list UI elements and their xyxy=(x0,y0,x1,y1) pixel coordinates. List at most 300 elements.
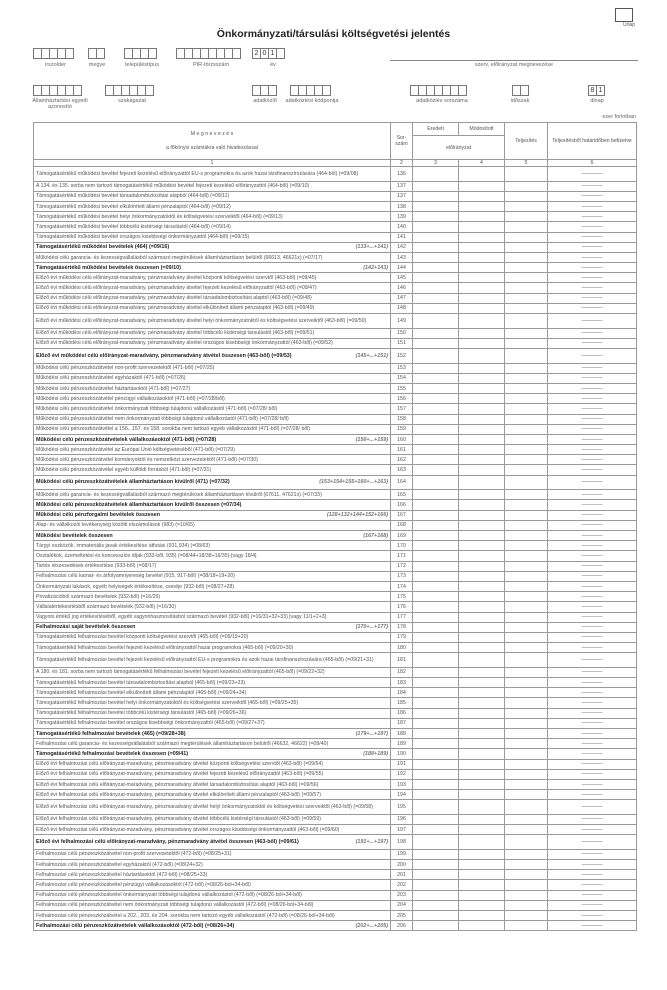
row-description xyxy=(34,880,391,890)
cell-modositott[interactable] xyxy=(459,653,505,668)
cell-eredeti[interactable] xyxy=(413,825,459,835)
row-label: Előző évi felhalmozási célú előirányzat-maradvány, pénzmaradvány átvétel összesen (463-ből) (=09/61) xyxy=(36,839,299,846)
cell-teljesites[interactable] xyxy=(505,293,548,303)
year-field[interactable] xyxy=(252,48,284,59)
cell-teljesites[interactable] xyxy=(505,242,548,252)
cell-modositott[interactable] xyxy=(459,667,505,677)
cell-modositott[interactable] xyxy=(459,541,505,551)
cell-teljesites[interactable] xyxy=(505,201,548,211)
cell-modositott[interactable] xyxy=(459,242,505,252)
cell-teljesites[interactable] xyxy=(505,825,548,835)
row-description xyxy=(34,252,391,262)
cell-eredeti[interactable] xyxy=(413,475,459,490)
cell-modositott[interactable] xyxy=(459,434,505,444)
cell-modositott[interactable] xyxy=(459,191,505,201)
cell-teljesites[interactable] xyxy=(505,835,548,850)
cell-modositott[interactable] xyxy=(459,349,505,364)
cell-teljesites[interactable] xyxy=(505,571,548,581)
cell-modositott[interactable] xyxy=(459,849,505,859)
pir-field[interactable] xyxy=(176,48,240,59)
cell-befizetve: ———— xyxy=(548,698,637,708)
cell-teljesites[interactable] xyxy=(505,678,548,688)
cell-modositott[interactable] xyxy=(459,910,505,920)
cell-eredeti[interactable] xyxy=(413,779,459,789)
cell-eredeti[interactable] xyxy=(413,500,459,510)
cell-befizetve: ———— xyxy=(548,602,637,612)
cell-eredeti[interactable] xyxy=(413,242,459,252)
cell-eredeti[interactable] xyxy=(413,592,459,602)
row-number: 204 xyxy=(391,900,413,910)
cell-modositott[interactable] xyxy=(459,363,505,373)
cell-eredeti[interactable] xyxy=(413,445,459,455)
irsz-field[interactable] xyxy=(33,48,73,59)
cell-modositott[interactable] xyxy=(459,232,505,242)
cell-eredeti[interactable] xyxy=(413,541,459,551)
cell-teljesites[interactable] xyxy=(505,779,548,789)
cell-eredeti[interactable] xyxy=(413,769,459,779)
idoszak-field[interactable] xyxy=(512,85,528,96)
page-title: Önkormányzati/társulási költségvetési jelentés xyxy=(216,28,451,40)
cell-eredeti[interactable] xyxy=(413,632,459,642)
cell-eredeti[interactable] xyxy=(413,303,459,313)
cell-teljesites[interactable] xyxy=(505,870,548,880)
cell-teljesites[interactable] xyxy=(505,890,548,900)
row-number: 157 xyxy=(391,404,413,414)
row-number: 154 xyxy=(391,373,413,383)
table-row xyxy=(34,541,637,551)
cell-eredeti[interactable] xyxy=(413,900,459,910)
cell-teljesites[interactable] xyxy=(505,759,548,769)
row-number: 152 xyxy=(391,349,413,364)
cell-modositott[interactable] xyxy=(459,814,505,824)
cell-eredeti[interactable] xyxy=(413,561,459,571)
row-label: Működési célú pénzeszközátvétel az Európai Unió költségvetéséből (471-ből) (=07/29) xyxy=(36,446,235,453)
row-number: 180 xyxy=(391,643,413,653)
cell-modositott[interactable] xyxy=(459,860,505,870)
row-description xyxy=(34,181,391,191)
cell-modositott[interactable] xyxy=(459,404,505,414)
adatkozlo-kod-field[interactable] xyxy=(290,85,330,96)
cell-teljesites[interactable] xyxy=(505,191,548,201)
cell-befizetve: ———— xyxy=(548,212,637,222)
cell-eredeti[interactable] xyxy=(413,571,459,581)
row-label: Támogatásértékű működési bevétel helyi önkormányzatoktól és költségvetési szerveiktől (464-ből) (=09/13) xyxy=(36,213,283,220)
cell-eredeti[interactable] xyxy=(413,212,459,222)
cell-eredeti[interactable] xyxy=(413,728,459,738)
cell-modositott[interactable] xyxy=(459,678,505,688)
cell-eredeti[interactable] xyxy=(413,520,459,530)
cell-befizetve: ———— xyxy=(548,825,637,835)
idoszak-label: időszak xyxy=(510,98,530,104)
cell-eredeti[interactable] xyxy=(413,790,459,800)
row-description xyxy=(34,688,391,698)
cell-teljesites[interactable] xyxy=(505,222,548,232)
cell-befizetve: ———— xyxy=(548,242,637,252)
adatkozlo-label: adatközlő xyxy=(253,98,277,104)
row-label: Előző évi működési célú előirányzat-maradvány, pénzmaradvány átvétel többcélú kistérségi társulástól (463-ből) (=09/51) xyxy=(36,330,315,337)
row-description xyxy=(34,414,391,424)
cell-modositott[interactable] xyxy=(459,455,505,465)
year-digit xyxy=(276,48,285,59)
cell-teljesites[interactable] xyxy=(505,667,548,677)
cell-eredeti[interactable] xyxy=(413,814,459,824)
cell-befizetve: ———— xyxy=(548,363,637,373)
telepules-field[interactable] xyxy=(124,48,156,59)
cell-eredeti[interactable] xyxy=(413,800,459,815)
cell-teljesites[interactable] xyxy=(505,790,548,800)
cell-modositott[interactable] xyxy=(459,561,505,571)
cell-eredeti[interactable] xyxy=(413,749,459,759)
cell-teljesites[interactable] xyxy=(505,394,548,404)
cell-teljesites[interactable] xyxy=(505,551,548,561)
cell-modositott[interactable] xyxy=(459,890,505,900)
cell-teljesites[interactable] xyxy=(505,424,548,434)
row-label: Támogatásértékű felhalmozási bevétel központi költségvetési szervtől (465-ből) (=09/19+20) xyxy=(36,634,249,641)
cell-eredeti[interactable] xyxy=(413,283,459,293)
table-row xyxy=(34,688,637,698)
row-label: Támogatásértékű felhalmozási bevétel társadalombiztosítási alapból (465-ből) (=09/23+33) xyxy=(36,679,246,686)
cell-teljesites[interactable] xyxy=(505,561,548,571)
col-number: 6 xyxy=(548,160,637,167)
cell-teljesites[interactable] xyxy=(505,232,548,242)
cell-eredeti[interactable] xyxy=(413,293,459,303)
cell-teljesites[interactable] xyxy=(505,612,548,622)
cell-modositott[interactable] xyxy=(459,728,505,738)
cell-teljesites[interactable] xyxy=(505,849,548,859)
row-number: 167 xyxy=(391,510,413,520)
cell-teljesites[interactable] xyxy=(505,363,548,373)
cell-modositott[interactable] xyxy=(459,581,505,591)
cell-modositott[interactable] xyxy=(459,520,505,530)
megye-label: megye xyxy=(88,62,106,68)
cell-eredeti[interactable] xyxy=(413,581,459,591)
cell-teljesites[interactable] xyxy=(505,728,548,738)
table-row xyxy=(34,490,637,500)
row-number: 155 xyxy=(391,383,413,393)
cell-teljesites[interactable] xyxy=(505,708,548,718)
cell-eredeti[interactable] xyxy=(413,759,459,769)
cell-teljesites[interactable] xyxy=(505,490,548,500)
cell-eredeti[interactable] xyxy=(413,602,459,612)
dinap-field[interactable] xyxy=(588,85,604,96)
cell-eredeti[interactable] xyxy=(413,338,459,348)
cell-teljesites[interactable] xyxy=(505,531,548,541)
cell-teljesites[interactable] xyxy=(505,328,548,338)
cell-eredeti[interactable] xyxy=(413,622,459,632)
cell-modositott[interactable] xyxy=(459,263,505,273)
cell-eredeti[interactable] xyxy=(413,653,459,668)
row-label: Működési célú pénzeszközátvételek államháztartáson kívülről (471) (=07/32) xyxy=(36,479,230,486)
cell-teljesites[interactable] xyxy=(505,349,548,364)
cell-modositott[interactable] xyxy=(459,739,505,749)
cell-teljesites[interactable] xyxy=(505,167,548,182)
cell-eredeti[interactable] xyxy=(413,551,459,561)
cell-modositott[interactable] xyxy=(459,181,505,191)
cell-teljesites[interactable] xyxy=(505,592,548,602)
cell-modositott[interactable] xyxy=(459,383,505,393)
row-number: 149 xyxy=(391,314,413,329)
cell-eredeti[interactable] xyxy=(413,921,459,931)
cell-teljesites[interactable] xyxy=(505,921,548,931)
cell-eredeti[interactable] xyxy=(413,510,459,520)
cell-befizetve: ———— xyxy=(548,283,637,293)
cell-teljesites[interactable] xyxy=(505,263,548,273)
cell-modositott[interactable] xyxy=(459,551,505,561)
cell-teljesites[interactable] xyxy=(505,283,548,293)
cell-teljesites[interactable] xyxy=(505,455,548,465)
cell-modositott[interactable] xyxy=(459,592,505,602)
cell-teljesites[interactable] xyxy=(505,688,548,698)
cell-eredeti[interactable] xyxy=(413,434,459,444)
cell-eredeti[interactable] xyxy=(413,263,459,273)
row-label: Működési bevételek összesen xyxy=(36,532,113,539)
cell-teljesites[interactable] xyxy=(505,510,548,520)
cell-modositott[interactable] xyxy=(459,490,505,500)
cell-teljesites[interactable] xyxy=(505,860,548,870)
cell-teljesites[interactable] xyxy=(505,653,548,668)
cell-eredeti[interactable] xyxy=(413,718,459,728)
table-row xyxy=(34,708,637,718)
cell-eredeti[interactable] xyxy=(413,414,459,424)
cell-eredeti[interactable] xyxy=(413,860,459,870)
cell-teljesites[interactable] xyxy=(505,632,548,642)
cell-modositott[interactable] xyxy=(459,500,505,510)
cell-teljesites[interactable] xyxy=(505,252,548,262)
cell-eredeti[interactable] xyxy=(413,880,459,890)
cell-modositott[interactable] xyxy=(459,167,505,182)
cell-eredeti[interactable] xyxy=(413,232,459,242)
cell-modositott[interactable] xyxy=(459,338,505,348)
cell-teljesites[interactable] xyxy=(505,383,548,393)
row-number: 150 xyxy=(391,328,413,338)
row-label: Felhalmozási saját bevételek összesen xyxy=(36,624,136,631)
cell-teljesites[interactable] xyxy=(505,520,548,530)
row-number: 137 xyxy=(391,191,413,201)
cell-eredeti[interactable] xyxy=(413,314,459,329)
cell-modositott[interactable] xyxy=(459,800,505,815)
szakagazat-field[interactable] xyxy=(105,85,153,96)
cell-teljesites[interactable] xyxy=(505,314,548,329)
cell-befizetve: ———— xyxy=(548,870,637,880)
cell-eredeti[interactable] xyxy=(413,870,459,880)
cell-teljesites[interactable] xyxy=(505,414,548,424)
cell-modositott[interactable] xyxy=(459,622,505,632)
cell-modositott[interactable] xyxy=(459,328,505,338)
cell-modositott[interactable] xyxy=(459,252,505,262)
cell-modositott[interactable] xyxy=(459,445,505,455)
cell-eredeti[interactable] xyxy=(413,531,459,541)
cell-eredeti[interactable] xyxy=(413,643,459,653)
cell-eredeti[interactable] xyxy=(413,363,459,373)
cell-teljesites[interactable] xyxy=(505,581,548,591)
cell-teljesites[interactable] xyxy=(505,303,548,313)
cell-befizetve: ———— xyxy=(548,445,637,455)
cell-teljesites[interactable] xyxy=(505,643,548,653)
adatkozlo-field[interactable] xyxy=(252,85,276,96)
cell-befizetve: ———— xyxy=(548,252,637,262)
cell-teljesites[interactable] xyxy=(505,434,548,444)
cell-befizetve: ———— xyxy=(548,500,637,510)
cell-modositott[interactable] xyxy=(459,571,505,581)
row-formula: (170+...+177) xyxy=(355,624,388,631)
row-label: Támogatásértékű felhalmozási bevétel elkülönített állami pénzalaptól (465-ből) (=09/24+34) xyxy=(36,689,247,696)
cell-teljesites[interactable] xyxy=(505,373,548,383)
cell-modositott[interactable] xyxy=(459,921,505,931)
table-row xyxy=(34,520,637,530)
cell-modositott[interactable] xyxy=(459,394,505,404)
name-line[interactable] xyxy=(390,60,638,61)
cell-eredeti[interactable] xyxy=(413,890,459,900)
cell-eredeti[interactable] xyxy=(413,181,459,191)
row-description xyxy=(34,222,391,232)
cell-teljesites[interactable] xyxy=(505,465,548,475)
cell-modositott[interactable] xyxy=(459,424,505,434)
cell-eredeti[interactable] xyxy=(413,465,459,475)
cell-modositott[interactable] xyxy=(459,825,505,835)
cell-eredeti[interactable] xyxy=(413,191,459,201)
cell-eredeti[interactable] xyxy=(413,349,459,364)
cell-modositott[interactable] xyxy=(459,303,505,313)
cell-modositott[interactable] xyxy=(459,475,505,490)
row-label: Előző évi felhalmozási célú előirányzat-maradvány, pénzmaradvány átvétel elkülönített állami pénzalaptól (463-ből) (=09/57) xyxy=(36,791,321,798)
cell-befizetve: ———— xyxy=(548,541,637,551)
cell-teljesites[interactable] xyxy=(505,800,548,815)
cell-teljesites[interactable] xyxy=(505,212,548,222)
cell-modositott[interactable] xyxy=(459,283,505,293)
cell-teljesites[interactable] xyxy=(505,622,548,632)
cell-teljesites[interactable] xyxy=(505,900,548,910)
cell-teljesites[interactable] xyxy=(505,404,548,414)
cell-eredeti[interactable] xyxy=(413,201,459,211)
cell-eredeti[interactable] xyxy=(413,273,459,283)
table-row xyxy=(34,849,637,859)
cell-modositott[interactable] xyxy=(459,201,505,211)
cell-modositott[interactable] xyxy=(459,759,505,769)
cell-modositott[interactable] xyxy=(459,708,505,718)
cell-eredeti[interactable] xyxy=(413,383,459,393)
cell-modositott[interactable] xyxy=(459,880,505,890)
cell-teljesites[interactable] xyxy=(505,880,548,890)
cell-modositott[interactable] xyxy=(459,531,505,541)
cell-teljesites[interactable] xyxy=(505,181,548,191)
row-label: Tartós részesedések értékesítése (933-ből) (=08/17) xyxy=(36,563,157,570)
cell-teljesites[interactable] xyxy=(505,602,548,612)
cell-befizetve: ———— xyxy=(548,551,637,561)
row-number: 199 xyxy=(391,849,413,859)
cell-teljesites[interactable] xyxy=(505,338,548,348)
cell-modositott[interactable] xyxy=(459,779,505,789)
cell-modositott[interactable] xyxy=(459,222,505,232)
cell-modositott[interactable] xyxy=(459,373,505,383)
cell-eredeti[interactable] xyxy=(413,222,459,232)
cell-modositott[interactable] xyxy=(459,212,505,222)
cell-modositott[interactable] xyxy=(459,688,505,698)
cell-modositott[interactable] xyxy=(459,314,505,329)
cell-eredeti[interactable] xyxy=(413,373,459,383)
cell-modositott[interactable] xyxy=(459,414,505,424)
row-description xyxy=(34,191,391,201)
cell-modositott[interactable] xyxy=(459,510,505,520)
row-description xyxy=(34,571,391,581)
cell-teljesites[interactable] xyxy=(505,749,548,759)
ahti-field[interactable] xyxy=(33,85,81,96)
cell-teljesites[interactable] xyxy=(505,273,548,283)
cell-modositott[interactable] xyxy=(459,632,505,642)
cell-eredeti[interactable] xyxy=(413,849,459,859)
cell-modositott[interactable] xyxy=(459,790,505,800)
cell-teljesites[interactable] xyxy=(505,718,548,728)
cell-teljesites[interactable] xyxy=(505,475,548,490)
cell-teljesites[interactable] xyxy=(505,814,548,824)
cell-eredeti[interactable] xyxy=(413,835,459,850)
cell-teljesites[interactable] xyxy=(505,541,548,551)
table-row xyxy=(34,445,637,455)
table-row xyxy=(34,814,637,824)
row-number: 172 xyxy=(391,561,413,571)
report-table xyxy=(33,122,637,931)
cell-modositott[interactable] xyxy=(459,749,505,759)
cell-eredeti[interactable] xyxy=(413,490,459,500)
cell-modositott[interactable] xyxy=(459,293,505,303)
cell-modositott[interactable] xyxy=(459,769,505,779)
cell-eredeti[interactable] xyxy=(413,708,459,718)
cell-teljesites[interactable] xyxy=(505,698,548,708)
row-number: 179 xyxy=(391,632,413,642)
cell-modositott[interactable] xyxy=(459,835,505,850)
cell-modositott[interactable] xyxy=(459,698,505,708)
cell-eredeti[interactable] xyxy=(413,739,459,749)
cell-teljesites[interactable] xyxy=(505,445,548,455)
cell-modositott[interactable] xyxy=(459,900,505,910)
cell-teljesites[interactable] xyxy=(505,910,548,920)
row-formula: (167+168) xyxy=(363,532,388,539)
row-number: 198 xyxy=(391,835,413,850)
cell-modositott[interactable] xyxy=(459,602,505,612)
cell-eredeti[interactable] xyxy=(413,688,459,698)
cell-eredeti[interactable] xyxy=(413,252,459,262)
table-row xyxy=(34,273,637,283)
table-row xyxy=(34,232,637,242)
cell-eredeti[interactable] xyxy=(413,612,459,622)
cell-modositott[interactable] xyxy=(459,465,505,475)
cell-eredeti[interactable] xyxy=(413,678,459,688)
cell-teljesites[interactable] xyxy=(505,769,548,779)
cell-modositott[interactable] xyxy=(459,718,505,728)
sorszam-field[interactable] xyxy=(410,85,466,96)
cell-modositott[interactable] xyxy=(459,612,505,622)
cell-eredeti[interactable] xyxy=(413,394,459,404)
row-label: Támogatásértékű működési bevétel országos kisebbségi önkormányzattól (464-ből) (=09/15) xyxy=(36,234,250,241)
megye-field[interactable] xyxy=(88,48,104,59)
row-description xyxy=(34,273,391,283)
cell-eredeti[interactable] xyxy=(413,167,459,182)
cell-eredeti[interactable] xyxy=(413,424,459,434)
cell-modositott[interactable] xyxy=(459,643,505,653)
cell-eredeti[interactable] xyxy=(413,667,459,677)
cell-teljesites[interactable] xyxy=(505,739,548,749)
row-number: 190 xyxy=(391,749,413,759)
cell-teljesites[interactable] xyxy=(505,500,548,510)
cell-eredeti[interactable] xyxy=(413,910,459,920)
table-row xyxy=(34,242,637,252)
cell-eredeti[interactable] xyxy=(413,404,459,414)
cell-modositott[interactable] xyxy=(459,273,505,283)
cell-eredeti[interactable] xyxy=(413,455,459,465)
cell-eredeti[interactable] xyxy=(413,328,459,338)
cell-befizetve: ———— xyxy=(548,900,637,910)
cell-modositott[interactable] xyxy=(459,870,505,880)
cell-eredeti[interactable] xyxy=(413,698,459,708)
